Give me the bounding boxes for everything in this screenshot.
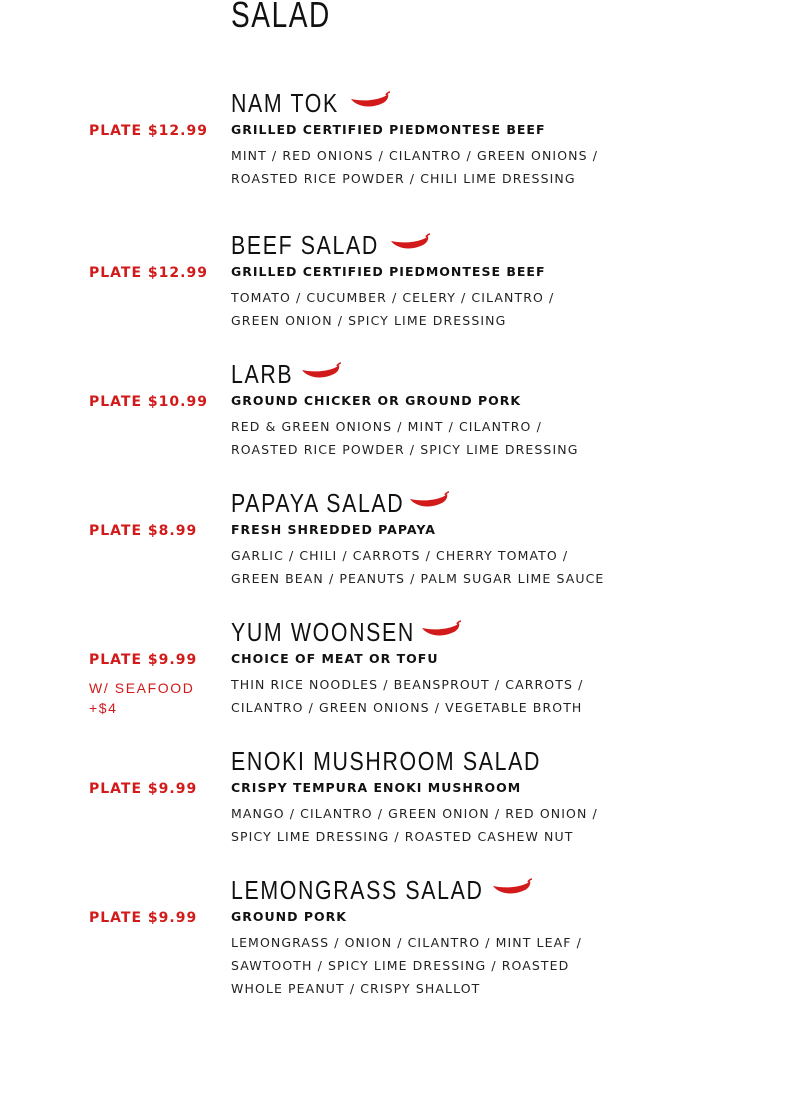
- item-name: LEMONGRASS SALAD: [231, 874, 484, 905]
- description-line: SPICY LIME DRESSING / ROASTED CASHEW NUT: [231, 829, 574, 844]
- description-line: WHOLE PEANUT / CRISPY SHALLOT: [231, 981, 481, 996]
- item-name: BEEF SALAD: [231, 229, 379, 260]
- chili-pepper-icon: [491, 878, 533, 900]
- page-title: SALAD: [231, 0, 331, 35]
- description-line: MANGO / CILANTRO / GREEN ONION / RED ONION /: [231, 806, 598, 821]
- item-main-ingredient: GROUND CHICKER OR GROUND PORK: [231, 393, 522, 408]
- description-line: MINT / RED ONIONS / CILANTRO / GREEN ONIONS /: [231, 148, 599, 163]
- item-price: PLATE $12.99: [89, 265, 208, 281]
- description-line: SAWTOOTH / SPICY LIME DRESSING / ROASTED: [231, 958, 570, 973]
- item-price: PLATE $9.99: [89, 910, 198, 926]
- chili-pepper-icon: [408, 491, 450, 513]
- item-price: PLATE $9.99: [89, 781, 198, 797]
- item-heading: [231, 88, 363, 118]
- item-description: [231, 415, 578, 461]
- item-name: LARB: [231, 358, 294, 389]
- item-name: NAM TOK: [231, 87, 339, 118]
- item-description: [231, 931, 582, 1000]
- item-price-extra: W/ SEAFOOD +$4: [89, 680, 195, 716]
- chili-pepper-icon: [420, 620, 462, 642]
- item-price: PLATE $10.99: [89, 394, 208, 410]
- description-line: LEMONGRASS / ONION / CILANTRO / MINT LEAF /: [231, 935, 582, 950]
- item-main-ingredient: GRILLED CERTIFIED PIEDMONTESE BEEF: [231, 122, 546, 137]
- item-description: [231, 673, 583, 719]
- chili-pepper-icon: [300, 362, 342, 384]
- description-line: THIN RICE NOODLES / BEANSPROUT / CARROTS /: [231, 677, 584, 692]
- item-description: [231, 544, 604, 590]
- description-line: GARLIC / CHILI / CARROTS / CHERRY TOMATO /: [231, 548, 569, 563]
- item-heading: [231, 359, 307, 389]
- item-price: PLATE $12.99: [89, 123, 208, 139]
- item-heading: [231, 230, 411, 260]
- description-line: TOMATO / CUCUMBER / CELERY / CILANTRO /: [231, 290, 555, 305]
- item-price: PLATE $8.99: [89, 523, 198, 539]
- description-line: GREEN ONION / SPICY LIME DRESSING: [231, 313, 507, 328]
- chili-pepper-icon: [349, 91, 391, 113]
- item-description: [231, 286, 554, 332]
- chili-pepper-icon: [389, 233, 431, 255]
- item-main-ingredient: GRILLED CERTIFIED PIEDMONTESE BEEF: [231, 264, 546, 279]
- description-line: ROASTED RICE POWDER / CHILI LIME DRESSING: [231, 171, 576, 186]
- item-main-ingredient: CRISPY TEMPURA ENOKI MUSHROOM: [231, 780, 522, 795]
- item-main-ingredient: GROUND PORK: [231, 909, 347, 924]
- item-name: YUM WOONSEN: [231, 616, 415, 647]
- description-line: GREEN BEAN / PEANUTS / PALM SUGAR LIME SAUCE: [231, 571, 605, 586]
- item-description: [231, 144, 598, 190]
- description-line: RED & GREEN ONIONS / MINT / CILANTRO /: [231, 419, 542, 434]
- description-line: ROASTED RICE POWDER / SPICY LIME DRESSING: [231, 442, 579, 457]
- item-main-ingredient: CHOICE OF MEAT OR TOFU: [231, 651, 439, 666]
- item-main-ingredient: FRESH SHREDDED PAPAYA: [231, 522, 436, 537]
- item-description: [231, 802, 598, 848]
- item-name: ENOKI MUSHROOM SALAD: [231, 745, 542, 776]
- item-price: PLATE $9.99: [89, 652, 198, 668]
- item-name: PAPAYA SALAD: [231, 487, 405, 518]
- item-heading: [231, 746, 609, 776]
- description-line: CILANTRO / GREEN ONIONS / VEGETABLE BROTH: [231, 700, 583, 715]
